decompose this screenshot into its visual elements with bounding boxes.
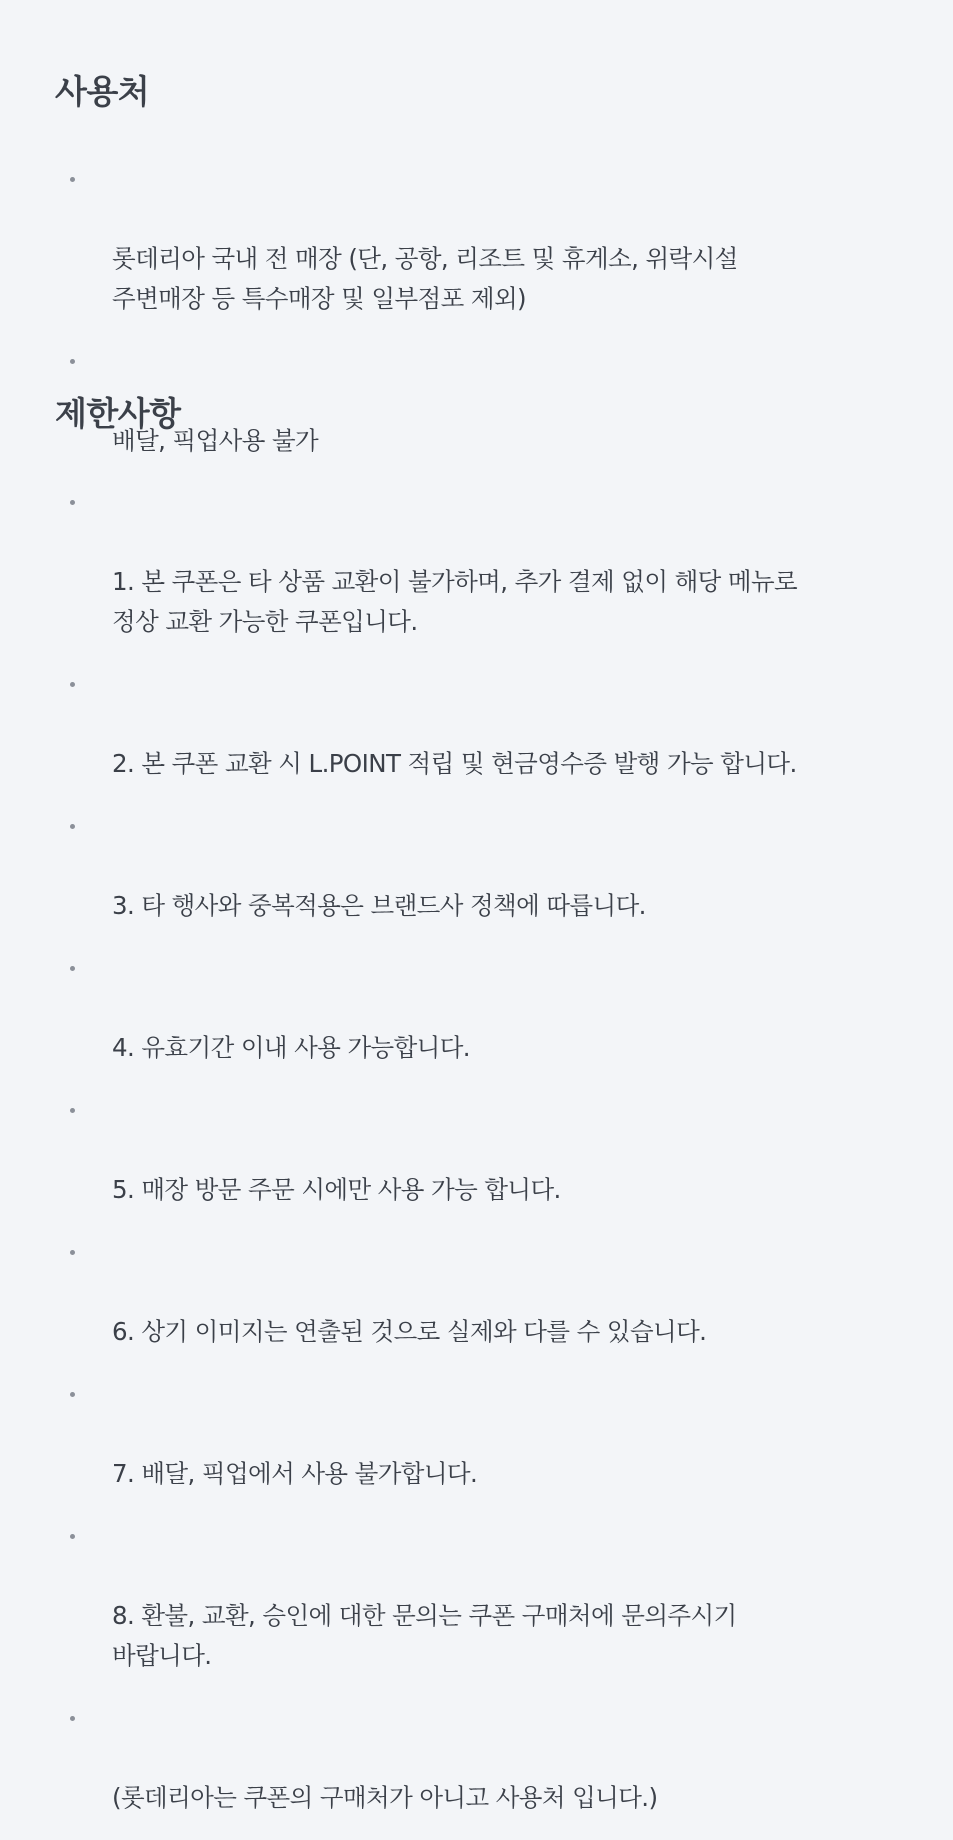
list-item-text: 3. 타 행사와 중복적용은 브랜드사 정책에 따릅니다.: [112, 891, 646, 920]
list-item: [55, 1516, 913, 1676]
list-item: [55, 1698, 913, 1818]
bullet-dot-icon: [70, 359, 75, 364]
list-item: [55, 1374, 913, 1494]
bullet-dot-icon: [70, 177, 75, 182]
bullet-dot-icon: [70, 1534, 75, 1539]
restrictions-list: [55, 482, 913, 1818]
bullet-dot-icon: [70, 682, 75, 687]
bullet-dot-icon: [70, 500, 75, 505]
restrictions-title: 제한사항: [55, 394, 181, 433]
bullet-dot-icon: [70, 1392, 75, 1397]
list-item: [55, 1090, 913, 1210]
list-item: [55, 948, 913, 1068]
bullet-dot-icon: [70, 1108, 75, 1113]
list-item-text: 5. 매장 방문 주문 시에만 사용 가능 합니다.: [112, 1175, 561, 1204]
list-item: [55, 159, 913, 319]
bullet-dot-icon: [70, 824, 75, 829]
list-item-text: 4. 유효기간 이내 사용 가능합니다.: [112, 1033, 470, 1062]
list-item-text: 7. 배달, 픽업에서 사용 불가합니다.: [112, 1459, 478, 1488]
usage-title: 사용처: [55, 72, 150, 111]
bullet-dot-icon: [70, 966, 75, 971]
list-item-text: 1. 본 쿠폰은 타 상품 교환이 불가하며, 추가 결제 없이 해당 메뉴로 정상 교환 가능한 쿠폰입니다.: [112, 567, 798, 636]
list-item: [55, 1232, 913, 1352]
list-item-text: 2. 본 쿠폰 교환 시 L.POINT 적립 및 현금영수증 발행 가능 합니다.: [112, 749, 797, 778]
list-item: [55, 664, 913, 784]
list-item-text: 롯데리아 국내 전 매장 (단, 공항, 리조트 및 휴게소, 위락시설 주변매장 등 특수매장 및 일부점포 제외): [112, 244, 738, 313]
list-item: [55, 482, 913, 642]
list-item-text: 6. 상기 이미지는 연출된 것으로 실제와 다를 수 있습니다.: [112, 1317, 707, 1346]
bullet-dot-icon: [70, 1250, 75, 1255]
list-item-text: (롯데리아는 쿠폰의 구매처가 아니고 사용처 입니다.): [112, 1783, 658, 1812]
list-item: [55, 806, 913, 926]
bullet-dot-icon: [70, 1716, 75, 1721]
list-item-text: 8. 환불, 교환, 승인에 대한 문의는 쿠폰 구매처에 문의주시기 바랍니다.: [112, 1601, 737, 1670]
list-item-text: 배달, 픽업사용 불가: [112, 426, 319, 455]
restrictions-section: [55, 392, 913, 1840]
